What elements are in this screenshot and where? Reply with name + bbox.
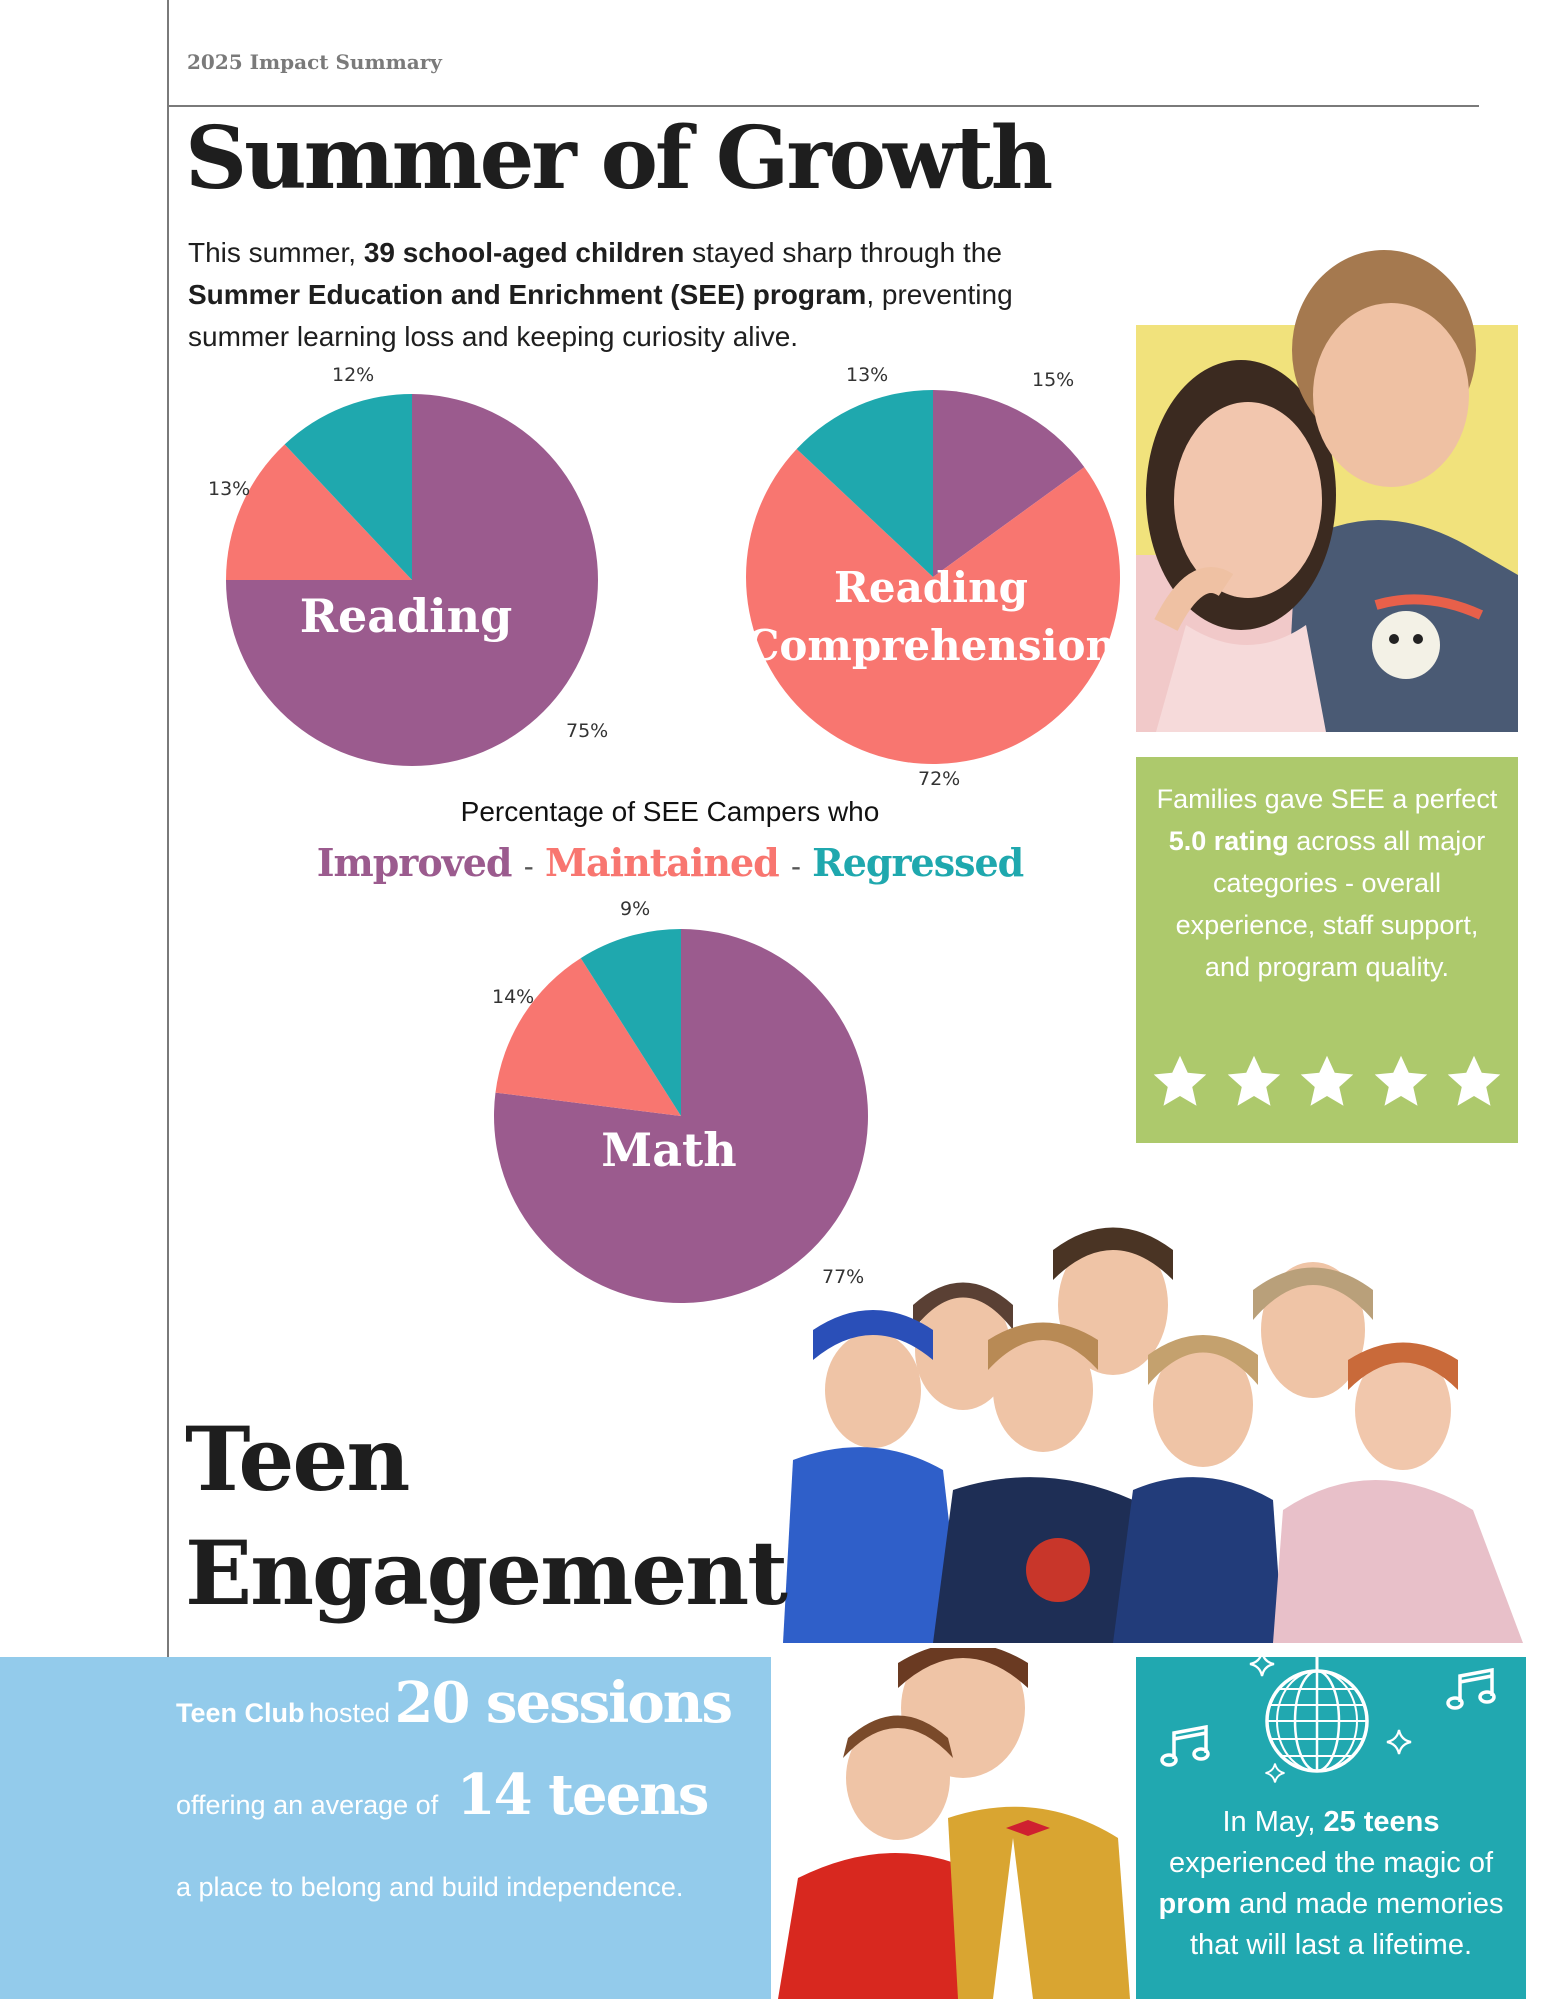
prom-text: In May, 25 teens experienced the magic of prom and made memories that will last a lifetime. [1158, 1806, 1504, 1961]
page-title: Summer of Growth [185, 108, 1051, 209]
legend-separator: - [790, 850, 800, 883]
page-header: 2025 Impact Summary [187, 50, 442, 74]
sparkle-icon [1264, 1762, 1286, 1784]
chart-legend [300, 840, 1040, 885]
pie-reading-comprehension [746, 364, 1120, 790]
sparkle-icon [1248, 1650, 1276, 1678]
star-icon [1371, 1052, 1431, 1112]
sparkle-icon [1385, 1728, 1413, 1756]
pie-value-label: 12% [332, 364, 375, 386]
star-icon [1297, 1052, 1357, 1112]
rating-text: Families gave SEE a perfect 5.0 rating across all major categories - overall experience, staff support, and program quality. [1156, 784, 1498, 982]
pie-value-label: 75% [566, 720, 609, 742]
intro-paragraph: This summer, 39 school-aged children stayed sharp through the Summer Education and Enrichment (SEE) program, preventing summer learning loss and keeping curiosity alive. [188, 237, 1013, 352]
teen-group-photo [783, 1210, 1523, 1643]
pie-value-label: 14% [492, 986, 535, 1008]
chart-caption: Percentage of SEE Campers who [460, 796, 880, 827]
teen-club-line-3: a place to belong and build independence. [176, 1872, 684, 1902]
legend-maintained: Maintained [544, 840, 779, 885]
pie-title: Reading [299, 589, 513, 643]
prom-couple-photo [778, 1648, 1130, 1999]
pie-title: Reading [833, 563, 1029, 612]
pie-title: Math [601, 1123, 737, 1177]
rating-stars [1150, 1052, 1504, 1112]
pie-value-label: 13% [846, 364, 889, 386]
teen-club-line-2: offering an average of 14 teens [176, 1762, 708, 1828]
teen-engagement-title: Teen Engagement [185, 1407, 786, 1625]
legend-regressed: Regressed [812, 840, 1024, 885]
teens-count: 14 teens [456, 1762, 708, 1828]
pie-value-label: 13% [208, 478, 251, 500]
pie-value-label: 77% [822, 1266, 865, 1288]
music-note-icon [1446, 1668, 1502, 1714]
pie-value-label: 9% [620, 898, 651, 920]
pie-value-label: 72% [918, 768, 961, 790]
pie-value-label: 15% [1032, 369, 1075, 391]
teen-club-line-1: Teen Club hosted 20 sessions [176, 1670, 732, 1736]
pie-title: Comprehension [745, 621, 1117, 670]
legend-improved: Improved [316, 840, 512, 885]
music-note-icon [1160, 1725, 1216, 1771]
star-icon [1224, 1052, 1284, 1112]
sessions-count: 20 sessions [394, 1670, 732, 1736]
legend-separator: - [523, 850, 533, 883]
staff-camper-photo [1136, 245, 1518, 732]
star-icon [1150, 1052, 1210, 1112]
pie-reading [208, 364, 608, 766]
star-icon [1444, 1052, 1504, 1112]
